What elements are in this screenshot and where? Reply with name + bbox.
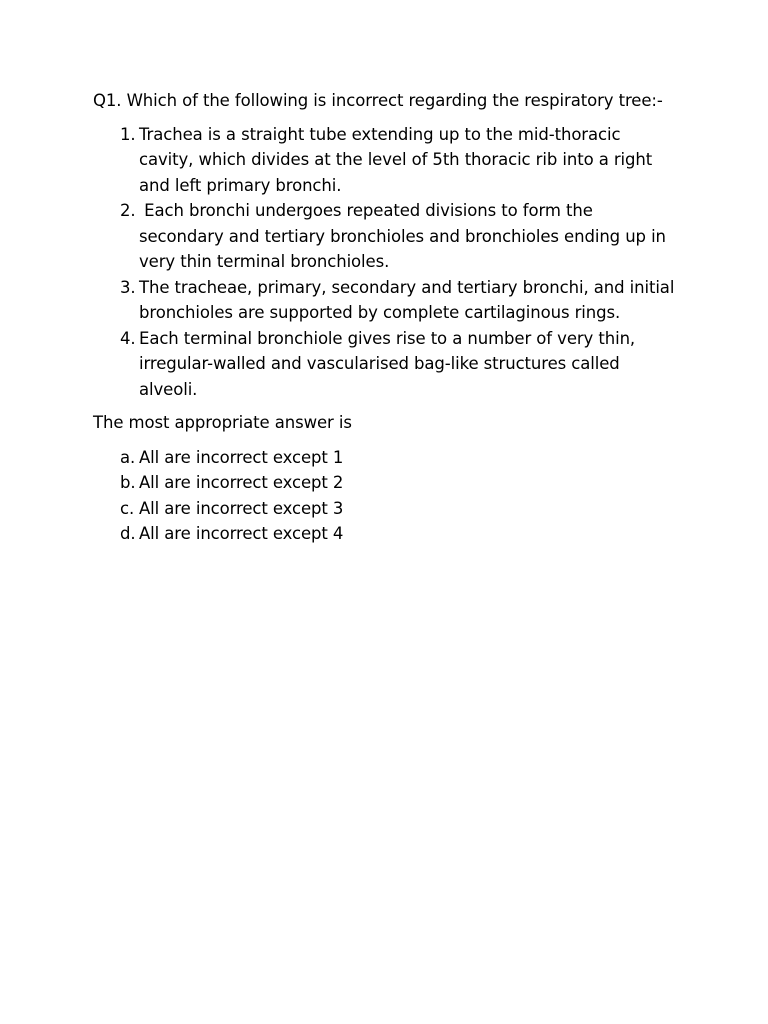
- option-a[interactable]: [93, 445, 678, 471]
- statement-text: Trachea is a straight tube extending up to the mid-thoracic cavity, which divides at the level of 5th thoracic rib into a right and left primary bronchi.: [139, 124, 653, 195]
- option-list: [93, 445, 678, 547]
- question-text: Q1. Which of the following is incorrect regarding the respiratory tree:-: [93, 91, 663, 110]
- statement-number: 4.: [120, 328, 136, 348]
- option-letter: a.: [120, 447, 136, 467]
- option-text: All are incorrect except 4: [139, 524, 344, 543]
- option-text: All are incorrect except 1: [139, 447, 344, 467]
- option-b[interactable]: [93, 470, 678, 496]
- statement-item: [93, 122, 678, 199]
- statement-list: [93, 122, 678, 403]
- statement-item: [93, 198, 678, 275]
- document-page: [93, 88, 678, 547]
- statement-number: 1.: [120, 124, 136, 144]
- option-text: All are incorrect except 3: [139, 498, 344, 518]
- option-letter: c.: [120, 498, 135, 518]
- option-d[interactable]: [93, 521, 678, 547]
- statement-text: Each terminal bronchiole gives rise to a number of very thin, irregular-walled and vascularised bag-like structures called alveoli.: [139, 328, 636, 399]
- option-letter: b.: [120, 473, 136, 492]
- answer-prompt: The most appropriate answer is: [93, 413, 352, 432]
- statement-text: Each bronchi undergoes repeated divisions to form the secondary and tertiary bronchioles and bronchioles ending up in very thin terminal bronchioles.: [139, 201, 666, 271]
- statement-text: The tracheae, primary, secondary and tertiary bronchi, and initial bronchioles are supported by complete cartilaginous rings.: [139, 277, 675, 322]
- statement-number: 3.: [120, 277, 136, 297]
- option-c[interactable]: [93, 496, 678, 522]
- statement-item: [93, 326, 678, 403]
- option-text: All are incorrect except 2: [139, 473, 344, 492]
- option-letter: d.: [120, 524, 136, 543]
- statement-item: [93, 275, 678, 326]
- statement-number: 2.: [120, 201, 136, 220]
